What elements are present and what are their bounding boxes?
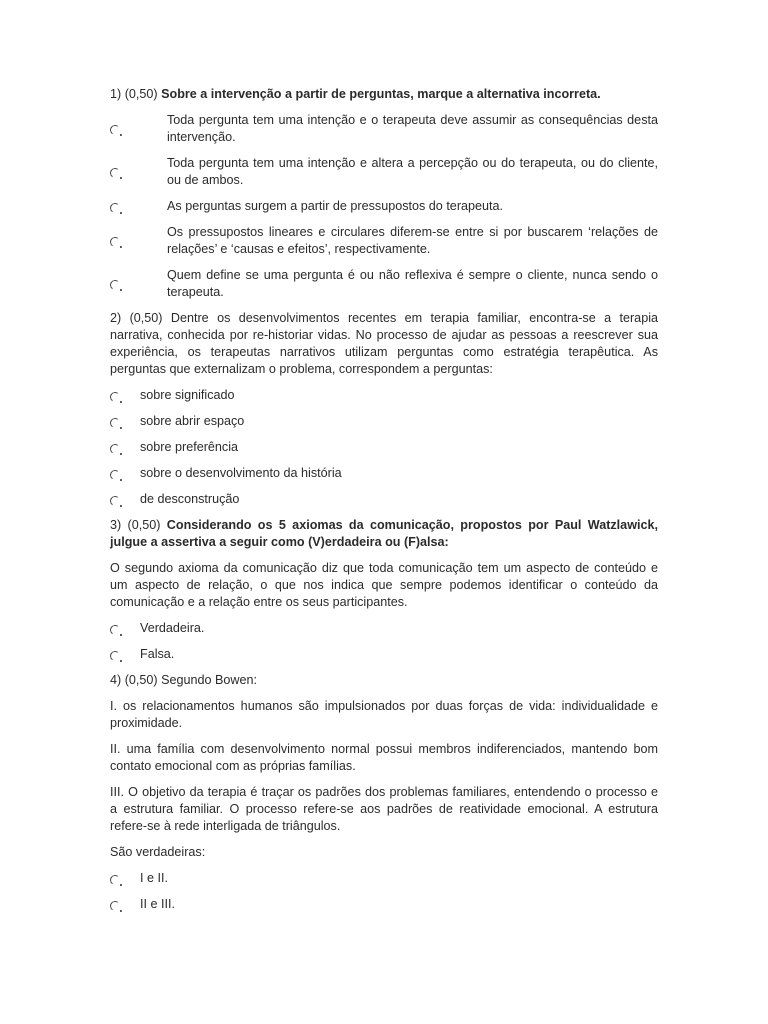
q1-option-a[interactable]: Toda pergunta tem uma intenção e o terapeuta deve assumir as consequências desta intervenção.	[110, 112, 658, 146]
radio-icon[interactable]	[109, 167, 121, 179]
q3-option-false[interactable]: Falsa.	[110, 646, 658, 663]
q2-option-b[interactable]: sobre abrir espaço	[110, 413, 658, 430]
radio-icon[interactable]	[109, 469, 121, 481]
question-3-number: 3) (0,50)	[110, 518, 161, 532]
question-3-statement: O segundo axioma da comunicação diz que toda comunicação tem um aspecto de conteúdo e um aspecto de relação, o que nos indica que sempre podemos identificar o conteúdo da comunicação e a relação entre os seus participantes.	[110, 561, 658, 609]
radio-icon[interactable]	[109, 495, 121, 507]
q4-statement-iii: III. O objetivo da terapia é traçar os padrões dos problemas familiares, entendendo o processo e a estrutura familiar. O processo refere-se aos padrões de reatividade emocional. A estrutura refere-se à rede interligada de triângulos.	[110, 785, 658, 833]
exam-page	[110, 86, 658, 922]
q4-option-b[interactable]: II e III.	[110, 896, 658, 913]
q1-option-b[interactable]: Toda pergunta tem uma intenção e altera a percepção ou do terapeuta, ou do cliente, ou de ambos.	[110, 155, 658, 189]
q1-option-c[interactable]: As perguntas surgem a partir de pressupostos do terapeuta.	[110, 198, 658, 215]
radio-icon[interactable]	[109, 624, 121, 636]
question-2-text: 2) (0,50) Dentre os desenvolvimentos recentes em terapia familiar, encontra-se a terapia narrativa, conhecida por re-historiar vidas. No processo de ajudar as pessoas a reescrever sua experiência, os terapeutas narrativos utilizam perguntas como estratégia terapêutica. As perguntas que externalizam o problema, correspondem a perguntas:	[110, 311, 658, 376]
q2-option-d[interactable]: sobre o desenvolvimento da história	[110, 465, 658, 482]
question-1-number: 1) (0,50)	[110, 87, 158, 101]
radio-icon[interactable]	[109, 391, 121, 403]
radio-icon[interactable]	[109, 279, 121, 291]
question-3-text: Considerando os 5 axiomas da comunicação, propostos por Paul Watzlawick, julgue a assertiva a seguir como (V)erdadeira ou (F)alsa:	[110, 518, 658, 549]
radio-icon[interactable]	[109, 874, 121, 886]
question-4-text: 4) (0,50) Segundo Bowen:	[110, 673, 258, 687]
q4-option-a[interactable]: I e II.	[110, 870, 658, 887]
radio-icon[interactable]	[109, 417, 121, 429]
q2-option-a[interactable]: sobre significado	[110, 387, 658, 404]
question-1	[110, 86, 658, 103]
q4-prompt: São verdadeiras:	[110, 845, 206, 859]
q2-option-c[interactable]: sobre preferência	[110, 439, 658, 456]
q1-option-d[interactable]: Os pressupostos lineares e circulares diferem-se entre si por buscarem ‘relações de relações’ e ‘causas e efeitos’, respectivamente.	[110, 224, 658, 258]
q2-option-e[interactable]: de desconstrução	[110, 491, 658, 508]
radio-icon[interactable]	[109, 236, 121, 248]
radio-icon[interactable]	[109, 900, 121, 912]
radio-icon[interactable]	[109, 650, 121, 662]
q3-option-true[interactable]: Verdadeira.	[110, 620, 658, 637]
radio-icon[interactable]	[109, 124, 121, 136]
question-3	[110, 517, 658, 551]
radio-icon[interactable]	[109, 443, 121, 455]
q4-statement-i: I. os relacionamentos humanos são impulsionados por duas forças de vida: individualidade e proximidade.	[110, 699, 658, 730]
question-1-text: Sobre a intervenção a partir de perguntas, marque a alternativa incorreta.	[161, 87, 601, 101]
q4-statement-ii: II. uma família com desenvolvimento normal possui membros indiferenciados, mantendo bom contato emocional com as próprias famílias.	[110, 742, 658, 773]
q1-option-e[interactable]: Quem define se uma pergunta é ou não reflexiva é sempre o cliente, nunca sendo o terapeuta.	[110, 267, 658, 301]
radio-icon[interactable]	[109, 202, 121, 214]
